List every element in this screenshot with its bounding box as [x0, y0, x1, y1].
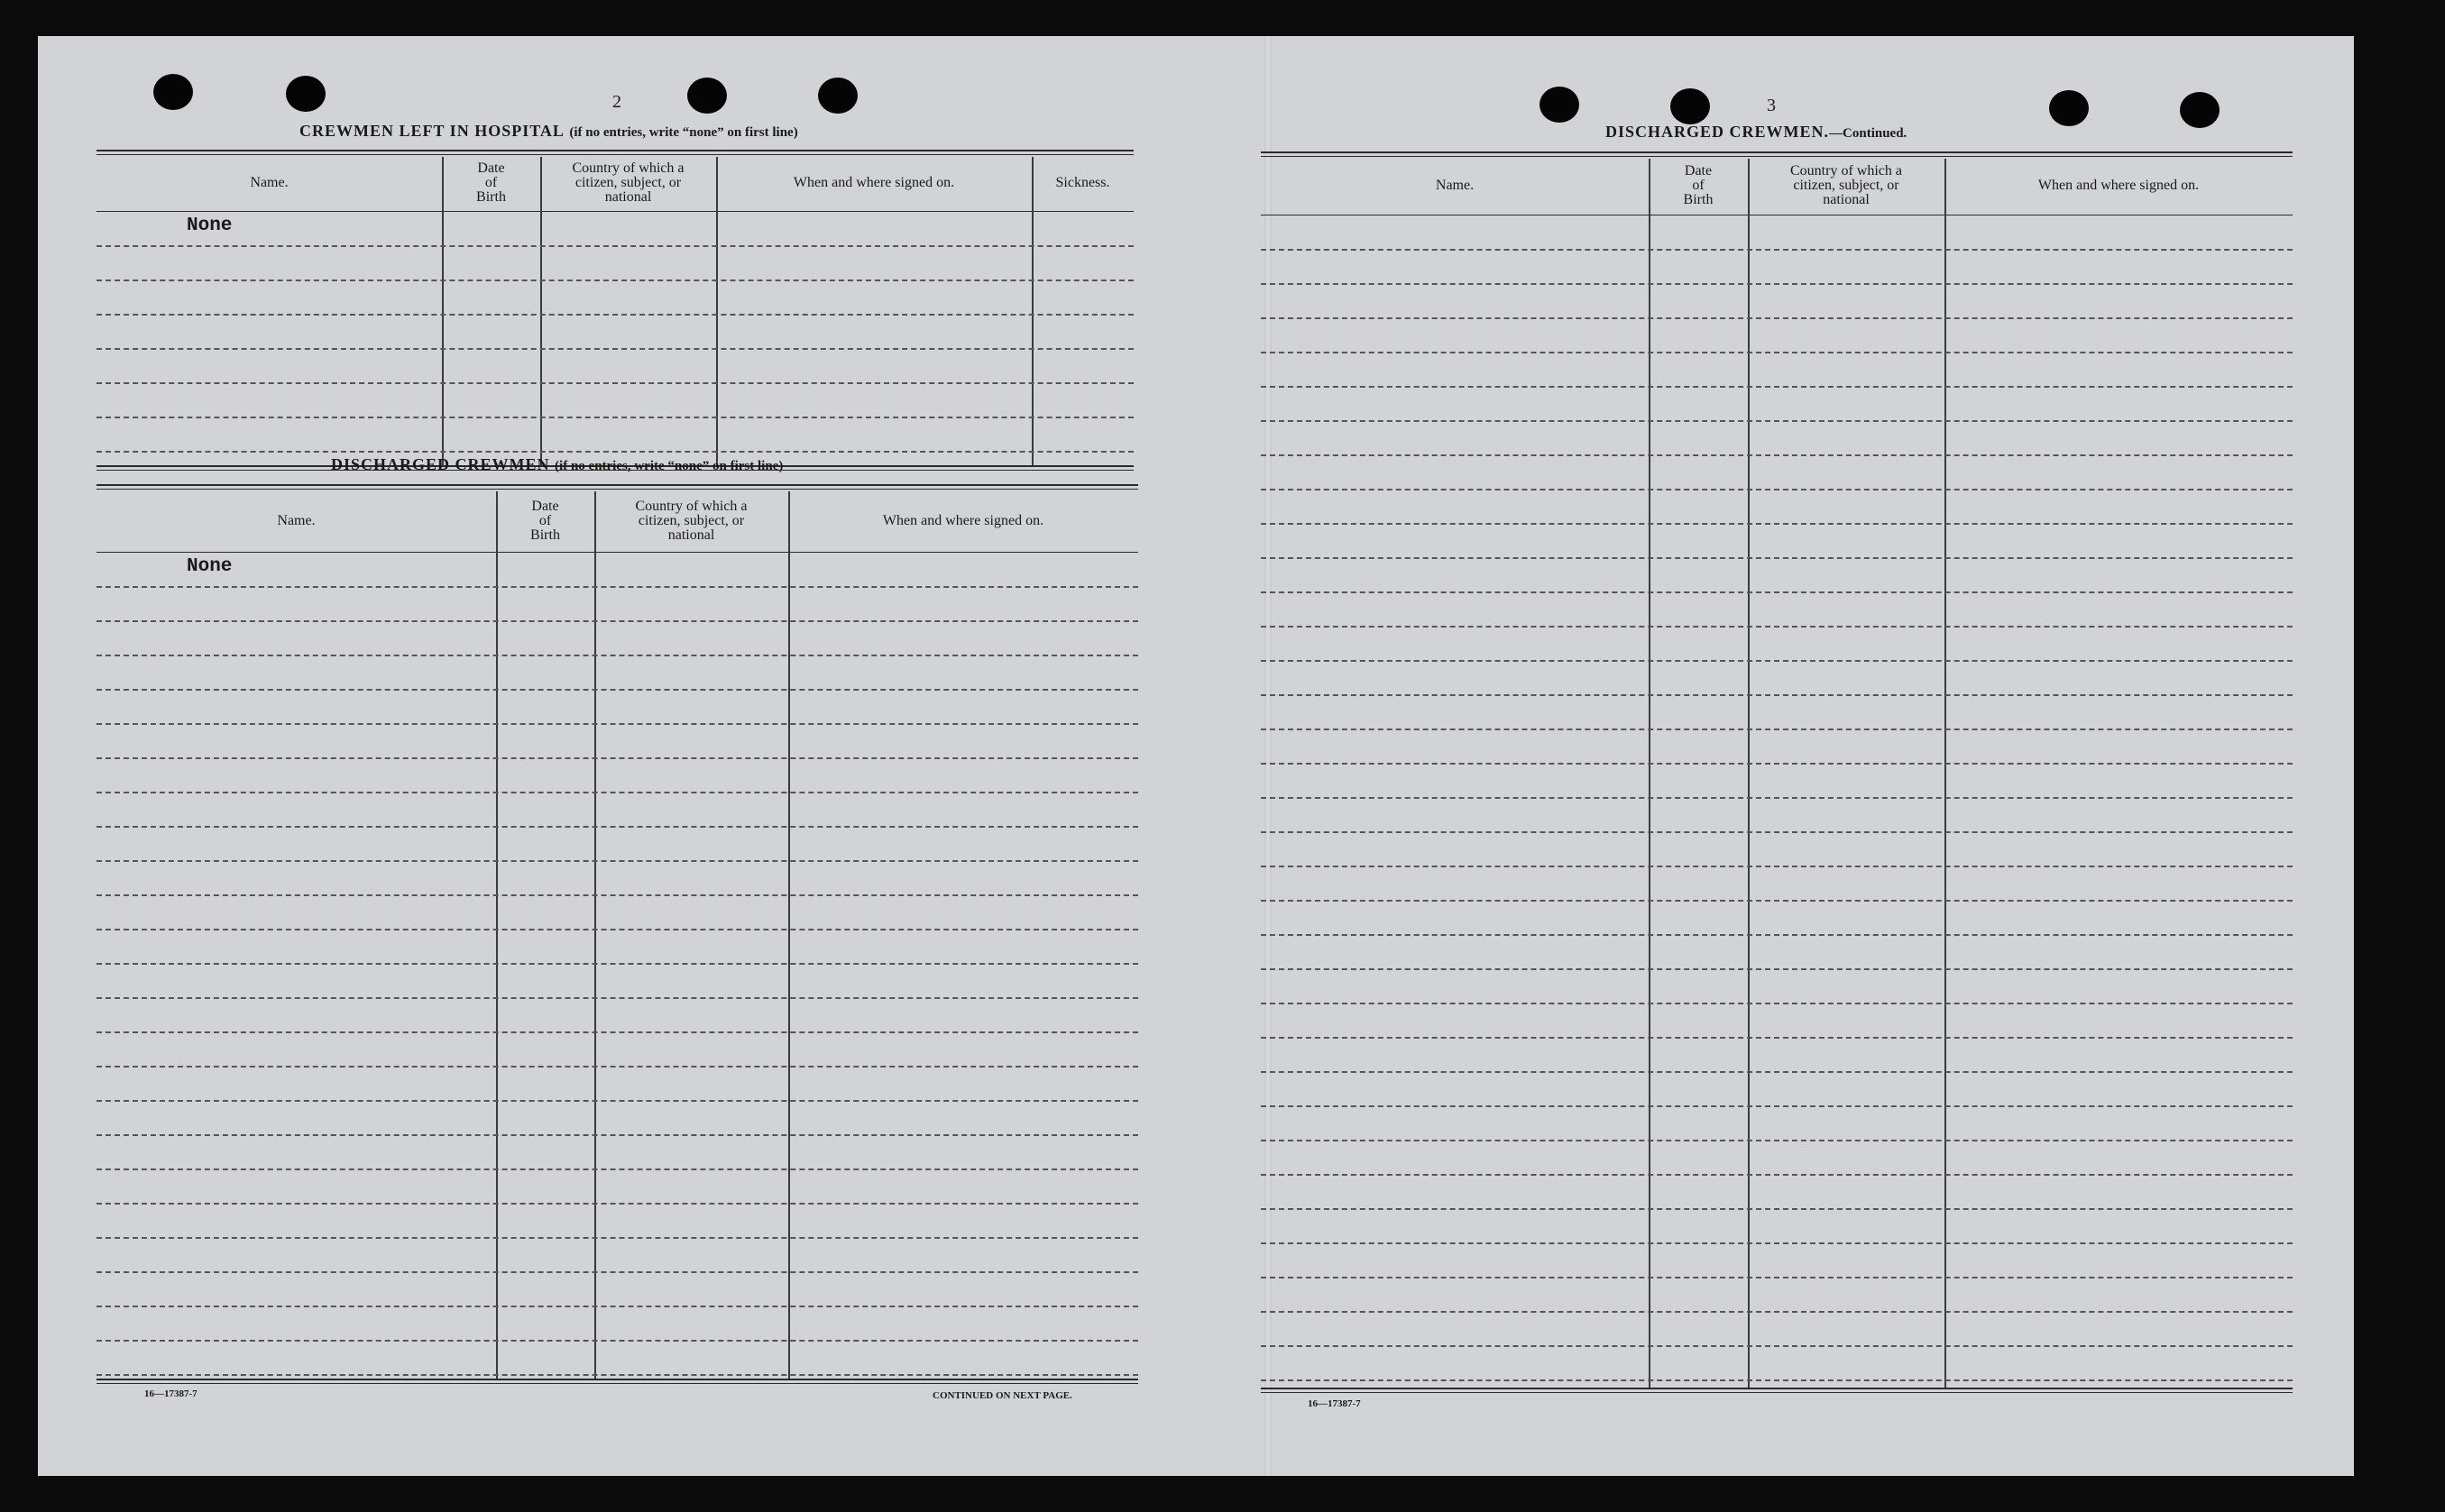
first-entry: None: [187, 556, 233, 577]
document-sheet: [38, 36, 2354, 1476]
table-row: [97, 348, 1134, 350]
table-row: [97, 929, 1138, 930]
punch-hole: [818, 78, 858, 114]
top-double-rule: [1261, 156, 2293, 157]
discharged-title-main: DISCHARGED CREWMEN: [331, 455, 550, 473]
table-row: [1261, 1140, 2293, 1141]
table-row: [1261, 1105, 2293, 1107]
table-row: [97, 1237, 1138, 1239]
hospital-section-title: [299, 122, 798, 141]
column-header: When and where signed on.: [793, 175, 955, 190]
discharged-table: [97, 484, 1138, 1384]
table-row: [1261, 317, 2293, 319]
table-row: [97, 689, 1138, 691]
hospital-title-main: CREWMEN LEFT IN HOSPITAL: [299, 122, 565, 140]
table-row: [97, 620, 1138, 622]
column-header: Date of Birth: [530, 498, 560, 543]
table-row: [97, 1100, 1138, 1102]
table-row: [1261, 1071, 2293, 1073]
table-row: [97, 826, 1138, 828]
table-row: [97, 1031, 1138, 1033]
punch-hole: [2180, 92, 2220, 128]
table-row: [1261, 934, 2293, 936]
column-header: Country of which a citizen, subject, or national: [635, 498, 748, 543]
table-row: [1261, 1311, 2293, 1313]
table-row: [1261, 557, 2293, 559]
table-row: [97, 723, 1138, 725]
discharged-continued-title: [1605, 123, 1907, 142]
table-row: [97, 245, 1134, 247]
column-header: Country of which a citizen, subject, or national: [572, 160, 685, 205]
top-double-rule: [97, 489, 1138, 490]
punch-hole: [1540, 87, 1579, 123]
form-number-left: 16—17387-7: [144, 1388, 198, 1399]
table-row: [1261, 1208, 2293, 1210]
table-row: [97, 1340, 1138, 1342]
column-header: Name.: [277, 512, 316, 528]
table-row: [97, 1134, 1138, 1136]
column-divider: [496, 491, 498, 1379]
table-row: [97, 757, 1138, 759]
table-row: [1261, 249, 2293, 251]
table-row: [97, 1168, 1138, 1170]
table-row: [1261, 1379, 2293, 1381]
punch-hole: [2049, 90, 2089, 126]
table-row: [1261, 591, 2293, 593]
table-row: [1261, 454, 2293, 456]
column-header: Date of Birth: [476, 160, 506, 205]
table-row: [1261, 1174, 2293, 1176]
table-row: [1261, 900, 2293, 902]
bottom-double-rule: [1261, 1388, 2293, 1389]
table-row: [97, 792, 1138, 793]
column-header: Country of which a citizen, subject, or national: [1790, 163, 1902, 207]
table-row: [97, 586, 1138, 588]
column-divider: [442, 157, 444, 465]
table-row: [97, 655, 1138, 656]
column-divider: [716, 157, 718, 465]
column-divider: [1748, 159, 1750, 1388]
continued-note: CONTINUED ON NEXT PAGE.: [933, 1390, 1072, 1401]
column-header: Date of Birth: [1683, 163, 1714, 207]
bottom-double-rule: [97, 1383, 1138, 1384]
table-row: [1261, 420, 2293, 422]
continued-title-main: DISCHARGED CREWMEN.: [1605, 123, 1830, 141]
table-row: [1261, 1277, 2293, 1278]
top-double-rule: [1261, 151, 2293, 153]
header-rule: [97, 552, 1138, 553]
table-row: [1261, 866, 2293, 867]
table-row: [1261, 1037, 2293, 1039]
column-divider: [1032, 157, 1034, 465]
table-row: [1261, 1242, 2293, 1244]
continued-title-note: —Continued.: [1829, 126, 1907, 141]
table-row: [1261, 968, 2293, 970]
table-row: [97, 1271, 1138, 1273]
column-divider: [540, 157, 542, 465]
column-divider: [1944, 159, 1946, 1388]
first-entry: None: [187, 215, 233, 236]
hospital-table: [97, 150, 1134, 471]
table-row: [1261, 283, 2293, 285]
top-double-rule: [97, 154, 1134, 155]
table-row: [1261, 729, 2293, 730]
form-number-right: 16—17387-7: [1308, 1398, 1361, 1409]
table-row: [97, 860, 1138, 862]
table-row: [97, 894, 1138, 896]
header-rule: [97, 211, 1134, 212]
table-row: [97, 1306, 1138, 1307]
column-divider: [594, 491, 596, 1379]
table-row: [1261, 626, 2293, 628]
table-row: [97, 417, 1134, 418]
table-row: [1261, 797, 2293, 799]
column-divider: [788, 491, 790, 1379]
punch-hole: [687, 78, 727, 114]
column-header: Name.: [1435, 178, 1475, 193]
punch-hole: [153, 74, 193, 110]
column-header: When and where signed on.: [2037, 178, 2200, 193]
page-number: 3: [1767, 96, 1776, 115]
table-row: [1261, 523, 2293, 525]
table-row: [97, 997, 1138, 999]
table-row: [97, 382, 1134, 384]
table-row: [1261, 694, 2293, 696]
top-double-rule: [97, 484, 1138, 486]
table-row: [97, 451, 1134, 453]
table-row: [97, 963, 1138, 965]
top-double-rule: [97, 150, 1134, 151]
table-row: [97, 1374, 1138, 1376]
column-divider: [1649, 159, 1650, 1388]
table-row: [97, 1066, 1138, 1068]
punch-hole: [286, 76, 326, 112]
table-row: [97, 1203, 1138, 1205]
table-row: [1261, 1345, 2293, 1347]
table-row: [1261, 352, 2293, 353]
bottom-double-rule: [97, 1379, 1138, 1380]
column-header: When and where signed on.: [882, 512, 1044, 528]
bottom-double-rule: [1261, 1392, 2293, 1393]
table-row: [1261, 831, 2293, 833]
discharged-section-title: [331, 455, 783, 474]
discharged-continued-table: [1261, 151, 2293, 1393]
column-header: Sickness.: [1055, 175, 1110, 190]
table-row: [1261, 763, 2293, 765]
discharged-title-note: (if no entries, write “none” on first line): [555, 459, 784, 473]
table-row: [97, 279, 1134, 281]
punch-hole: [1670, 88, 1710, 124]
column-header: Name.: [250, 175, 289, 190]
table-row: [97, 314, 1134, 316]
table-row: [1261, 489, 2293, 490]
page-number: 2: [612, 92, 621, 112]
table-row: [1261, 660, 2293, 662]
hospital-title-note: (if no entries, write “none” on first line): [569, 125, 798, 140]
table-row: [1261, 386, 2293, 388]
table-row: [1261, 1003, 2293, 1004]
